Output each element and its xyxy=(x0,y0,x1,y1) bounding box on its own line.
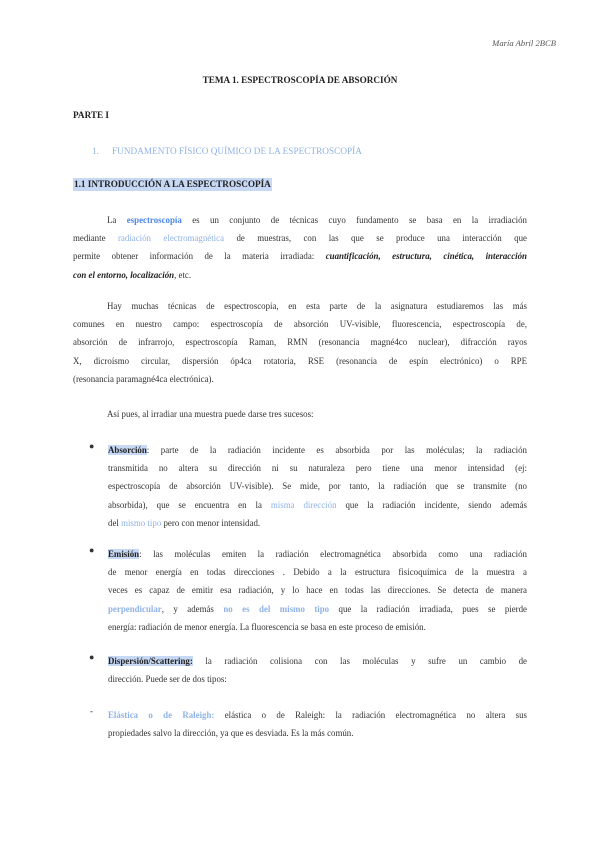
paragraph-line: veces es capaz de emitir esa radiación, y lo hace en todas las direcciones. Se detecta de manera xyxy=(108,585,527,596)
part-heading: PARTE I xyxy=(73,110,110,120)
bullet-icon: ● xyxy=(89,652,95,662)
paragraph-line: comunes en nuestro campo: espectroscopía de absorción UV-visible, fluorescencia, espectroscopía de, xyxy=(73,319,527,330)
paragraph-line: permite obtener información de la materia irradiada: cuantificación, estructura, cinética, interacción xyxy=(73,251,527,262)
paragraph-line: espectroscopía de absorción UV-visible). Se mide, por tanto, la radiación que se transmite (no xyxy=(108,481,527,492)
paragraph-line: energía: radiación de menor energía. La fluorescencia se basa en este proceso de emisión. xyxy=(108,621,426,632)
paragraph-line: propiedades salvo la dirección, ya que es desviada. Es la más común. xyxy=(108,728,354,739)
dash-icon: - xyxy=(90,706,93,716)
paragraph-line: del mismo tipo pero con menor intensidad. xyxy=(108,517,261,528)
paragraph-line: La espectroscopía es un conjunto de técnicas cuyo fundamento se basa en la irradiación xyxy=(107,215,527,225)
section-heading: 1.1 INTRODUCCIÓN A LA ESPECTROSCOPÍA xyxy=(74,179,271,189)
document-title: TEMA 1. ESPECTROSCOPÍA DE ABSORCIÓN xyxy=(202,75,398,85)
numbered-heading xyxy=(92,146,362,156)
paragraph-line: X, dicroísmo circular, dispersión óp4ca rotatoria, RSE (resonancia de espín electrónico) o RPE xyxy=(73,355,527,366)
dash-elastica xyxy=(108,706,527,742)
paragraph-line: de menor energía en todas direcciones . Debido a la estructura fisicoquímica de la muestra a xyxy=(108,567,527,578)
paragraph-line: Elástica o de Raleigh: elástica o de Raleigh: la radiación electromagnética no altera sus xyxy=(108,710,527,720)
paragraph-line: Así pues, al irradiar una muestra puede darse tres sucesos: xyxy=(107,409,314,419)
paragraph-line: perpendicular, y además no es del mismo tipo que la radiación irradiada, pues se pierde xyxy=(108,603,527,614)
paragraph-line: transmitida no altera su dirección ni su naturaleza pero tiene una menor intensidad (ej: xyxy=(108,463,527,474)
highlight-dispersion: Dispersión/Scattering: xyxy=(108,656,193,666)
author-name: María Abril 2BCB xyxy=(492,38,556,48)
paragraph-line: Emisión: las moléculas emiten la radiación electromagnética absorbida como una radiación xyxy=(108,549,527,559)
bullet-dispersion xyxy=(108,652,527,688)
bullet-absorcion xyxy=(108,441,527,532)
paragraph-line: Hay muchas técnicas de espectroscopía, en esta parte de la asignatura estudiaremos las más xyxy=(107,301,527,311)
paragraph-line: dirección. Puede ser de dos tipos: xyxy=(108,674,227,685)
intro-paragraph xyxy=(73,211,527,284)
highlight-emision: Emisión xyxy=(108,549,140,559)
heading-number: 1. xyxy=(92,146,99,156)
term-radiacion: radiación electromagnética xyxy=(117,233,225,244)
term-elastica: Elástica o de Raleigh: xyxy=(108,710,215,720)
events-paragraph xyxy=(73,405,527,423)
paragraph-line: Dispersión/Scattering: la radiación colisiona con las moléculas y sufre un cambio de xyxy=(108,656,527,666)
term-espectroscopia: espectroscopía xyxy=(126,215,182,225)
paragraph-line: con el entorno, localización, etc. xyxy=(73,269,192,280)
paragraph-line: absorbida), que se encuentra en la misma dirección que la radiación incidente, siendo además xyxy=(108,499,527,510)
bullet-emision xyxy=(108,545,527,636)
bullet-icon: ● xyxy=(89,545,95,555)
highlight-absorcion: Absorción xyxy=(108,445,147,455)
paragraph-line: mediante radiación electromagnética de muestras, con las que se produce una interacción que xyxy=(73,233,527,244)
paragraph-line: Absorción: parte de la radiación incidente es absorbida por las moléculas; la radiación xyxy=(108,445,527,455)
bullet-icon: ● xyxy=(89,441,95,451)
paragraph-line: absorción de infrarrojo, espectroscopía Raman, RMN (resonancia magné4co nuclear), difracción rayos xyxy=(73,337,527,348)
techniques-paragraph xyxy=(73,297,527,388)
heading-text: FUNDAMENTO FÍSICO QUÍMICO DE LA ESPECTROSCOPÍA xyxy=(112,146,362,156)
paragraph-line: (resonancia paramagné4ca electrónica). xyxy=(73,373,214,384)
